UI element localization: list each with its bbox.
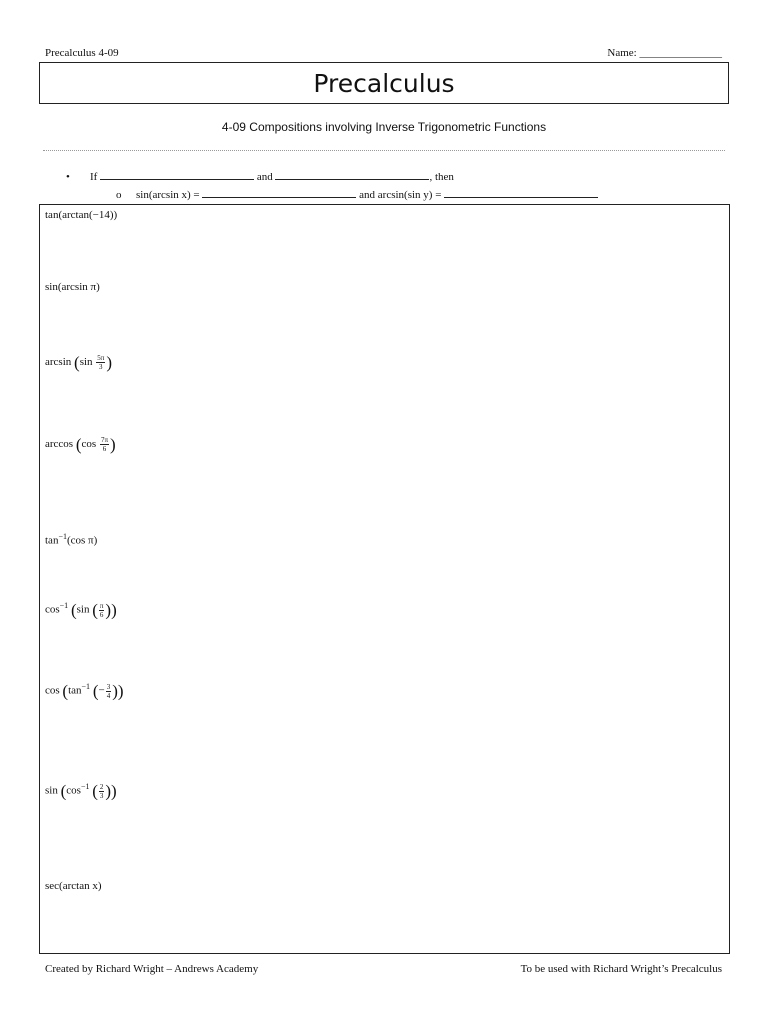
- page-subtitle: 4-09 Compositions involving Inverse Trigonometric Functions: [221, 120, 547, 134]
- header-course-code: Precalculus 4-09: [45, 47, 119, 59]
- fraction: $\frac{7\pi}{6}$: [100, 436, 108, 453]
- page-title: Precalculus: [313, 68, 455, 98]
- problem-3: arcsin (sin $\frac{5\pi}{3}$ ): [45, 353, 112, 372]
- blank-result-2: [444, 187, 598, 198]
- problem-4: arccos (cos $\frac{7\pi}{6}$ ): [45, 435, 116, 454]
- dotted-divider: [43, 150, 725, 151]
- rule-sub-and: and arcsin(sin y) =: [359, 189, 442, 201]
- problem-8: $\sin (\cos^{-1}$ ( $\frac{2}{3}$ )): [45, 781, 117, 801]
- fraction: $\frac{5\pi}{3}$: [97, 354, 105, 371]
- fraction: $\frac{3}{4}$: [106, 682, 111, 700]
- blank-result-1: [202, 187, 356, 198]
- problem-5: $\tan^{-1}(\cos$ π): [45, 532, 98, 547]
- problem-2: sin(arcsin π): [45, 281, 100, 293]
- problems-box: [39, 204, 730, 954]
- blank-condition-1: [100, 169, 254, 180]
- rule-sub-statement: [116, 187, 598, 201]
- header-name-field: Name: _______________: [607, 47, 722, 59]
- problem-6: $\cos^{-1} (\sin$ ( $\frac{\pi}{6}$ )): [45, 600, 117, 620]
- problem-1: tan(arctan(−14)): [45, 209, 118, 221]
- title-box: [39, 62, 729, 104]
- fraction: $\frac{\pi}{6}$: [99, 601, 104, 619]
- circle-bullet-icon: o: [116, 189, 122, 201]
- rule-sub-a: sin(arcsin x) =: [136, 189, 200, 201]
- rule-then: , then: [429, 171, 454, 183]
- rule-if: If: [90, 171, 98, 183]
- fraction: $\frac{2}{3}$: [99, 782, 104, 800]
- footer-credit: Created by Richard Wright – Andrews Academy: [45, 963, 259, 975]
- bullet-icon: •: [66, 171, 70, 183]
- problem-9: sec(arctan x): [45, 880, 102, 892]
- problem-7: $\cos (\tan^{-1}$ (− $\frac{3}{4}$ )): [45, 681, 124, 701]
- blank-condition-2: [275, 169, 429, 180]
- rule-statement: [66, 169, 454, 183]
- footer-usage: To be used with Richard Wright’s Precalculus: [520, 963, 722, 975]
- rule-and: and: [256, 171, 273, 183]
